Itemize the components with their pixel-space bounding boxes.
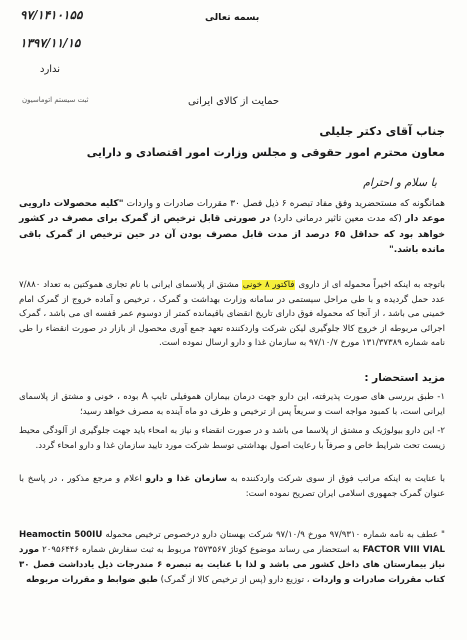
product-latin-vial: FACTOR VIII VIAL: [362, 545, 445, 555]
recipient-name: جناب آقای دکتر جلیلی: [319, 124, 445, 138]
list-item-1: ۱- طبق بررسی های صورت پذیرفته، این دارو جهت درمان بیماران هموفیلی تایپ A بوده ، خونی و مشتق از پلاسمای ایرانی است، با کمبود مواجه است و سریعاً پس از ترخیص و ظرف دو ماه آینده به مصرف خواهد رسید؛: [19, 392, 445, 417]
bismillah: بسمه تعالی: [205, 12, 260, 23]
list-item-2: ۲- این دارو بیولوژیک و مشتق از پلاسما می باشد و در صورت انقضاء و نیاز به امحاء باید جهت جلوگیری از آلودگی محیط زیست تحت شرایط خاص و صرفاً با رعایت اصول بهداشتی توسط شرکت مورد تایید سازمان غذا و دارو امحاء گردد.: [19, 426, 445, 451]
p3-text-b: اعلام و مرجع مذکور ، در پاسخ با عنوان گمرک جمهوری اسلامی ایران تصریح نموده است:: [19, 474, 445, 499]
recipient-title: معاون محترم امور حقوقی و مجلس وزارت امور اقتصادی و دارایی: [86, 146, 445, 159]
intro-text-d: در صورتی قابل ترخیص از گمرک برای مصرف در کشور خواهد بود که حداقل ۶۵ درصد از مدت قابل مصرف بودن آن در حین ترخیص از گمرک باقی مانده باشد.": [19, 213, 445, 255]
highlighted-product: فاکتور ۸ خونی: [242, 280, 295, 290]
intro-text-c: (که مدت معین تاثیر درمانی دارد): [270, 213, 406, 225]
slogan: حمایت از کالای ایرانی: [188, 96, 280, 107]
intro-text-b: "کلیه محصولات دارویی موعد دار: [19, 198, 445, 225]
quote-text-b: به استحضار می رساند موضوع کوتاژ ۲۵۷۳۵۶۷ مربوط به ثبت سفارش شماره ۲۰۹۵۶۴۴۶: [39, 545, 363, 555]
p3-bold: سازمان غذا و دارو: [145, 474, 227, 484]
quote-bold-2: طبق ضوابط و مقررات مربوطه: [26, 575, 158, 585]
p2-text-a: باتوجه به اینکه اخیراً محموله ای از داروی: [295, 280, 445, 290]
quote-text-c: ، توزیع دارو (پس از ترخیص کالا از گمرک): [157, 575, 313, 585]
paragraph-quote: [19, 528, 445, 588]
intro-text-a: همانگونه که مستحضرید وفق مفاد تبصره ۶ ذیل فصل ۳۰ مقررات صادرات و واردات: [123, 198, 446, 209]
emphasis-title: مزید استحضار :: [364, 372, 445, 384]
quote-bold: مورد نیاز بیمارستان های داخل کشور می باشد و لذا با عنایت به تبصره ۶ مندرجات ذیل یادداشت فصل ۳۰ کتاب مقررات صادرات و واردات: [19, 545, 445, 585]
quote-text-a: " عطف به نامه شماره ۹۷/۹۳۱۰ مورخ ۹۷/۱۰/۹ شرکت بهستان دارو درخصوص ترخیص محموله: [102, 530, 445, 540]
greeting: با سلام و احترام: [363, 176, 437, 189]
system-stamp: ثبت سیستم اتوماسیون: [22, 96, 89, 104]
letter-number: ۹۷/۱۴۱۰۱۵۵: [20, 8, 83, 22]
paragraph-intro: [19, 196, 445, 257]
product-latin-name: Heamoctin 500IU: [19, 530, 103, 540]
p2-text-b: مشتق از پلاسمای ایرانی با نام تجاری هموکتین به تعداد ۷/۸۸۰ عدد حمل گردیده و با طی مراحل سیستمی در سامانه وزارت بهداشت و گمرک ، ترخیص و آماده خروج از گمرک امام خمینی می باشد ، از آنجا که محموله فوق دارای تاریخ انقضای باقیمانده کمتر از دوسوم عمر قفسه ای می باشد ، گمرک اجرائی مربوطه از خروج کالا جلوگیری لیکن شرکت واردکننده تعهد جمع آوری محصول از بازار در صورت انقضاء را طی نامه شماره ۱۳۱/۳۷۳۸۹ مورخ ۹۷/۱۰/۷ به سازمان غذا و دارو ارسال نموده است.: [19, 280, 445, 349]
paragraph-reply: [19, 472, 445, 501]
paragraph-shipment: [19, 278, 445, 351]
attachment-value: ندارد: [40, 64, 61, 75]
letter-date: ۱۳۹۷/۱۱/۱۵: [20, 36, 81, 50]
p3-text-a: با عنایت به اینکه مراتب فوق از سوی شرکت واردکننده به: [226, 474, 445, 484]
